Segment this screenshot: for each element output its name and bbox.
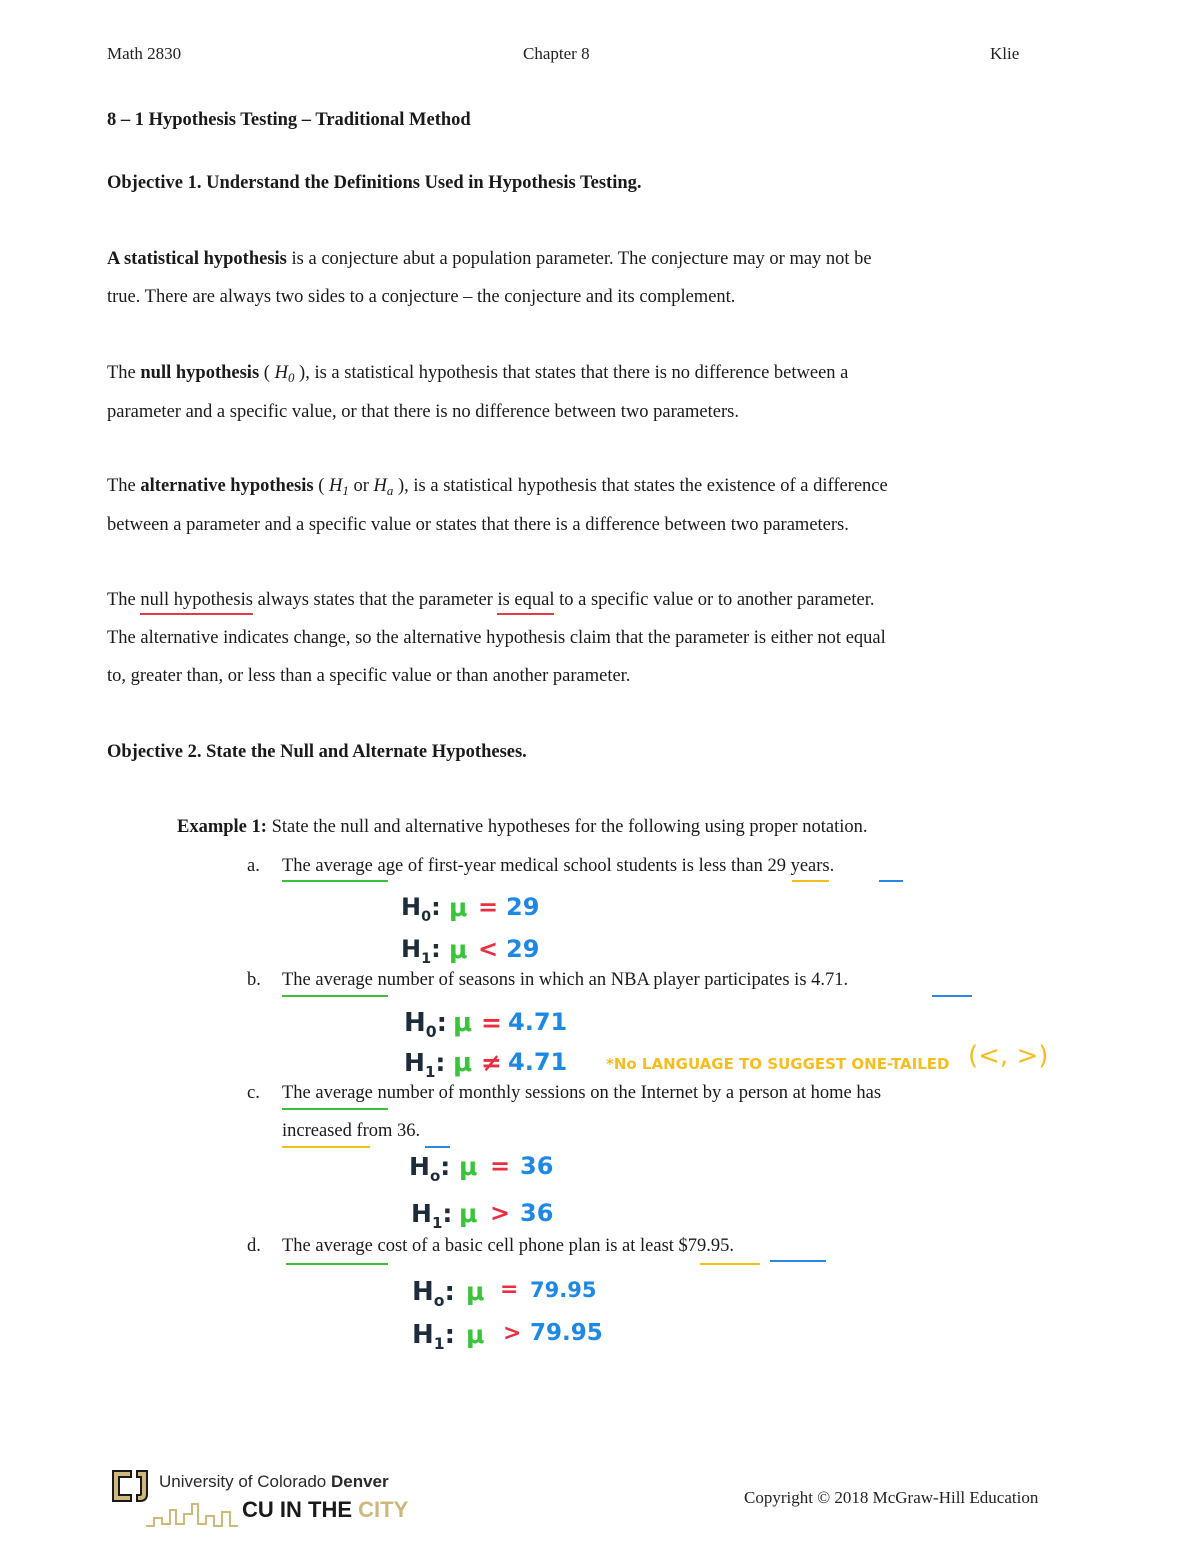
hand-a-h0-value: 29 xyxy=(506,893,540,921)
hand-c-h1-mu: μ xyxy=(459,1199,478,1228)
statistical-hypothesis-definition: A statistical hypothesis is a conjecture abut a population parameter. The conjecture may or may not be true. There are always two sides to a conjecture – the conjecture and its complement. xyxy=(107,249,872,307)
objective-1-heading: Objective 1. Understand the Definitions Used in Hypothesis Testing. xyxy=(107,173,642,193)
hand-a-h0: $H_0$: xyxy=(401,893,441,925)
green-underline-a xyxy=(282,880,388,882)
hand-b-h0-value: 4.71 xyxy=(508,1008,568,1036)
term-statistical-hypothesis: A statistical hypothesis xyxy=(107,249,287,269)
h1-symbol: $H_1$ xyxy=(329,476,349,498)
hand-b-note: *No LANGUAGE TO SUGGEST ONE-TAILED xyxy=(606,1055,950,1073)
logo-cu-in-the-city: CU IN THE CITY xyxy=(242,1497,409,1522)
hand-a-h1-value: 29 xyxy=(506,935,540,963)
hand-a-h1-op: < xyxy=(478,935,499,963)
hand-d-h0-op: = xyxy=(500,1277,519,1302)
hand-c-h0: $H_o$: xyxy=(409,1152,451,1185)
item-b-marker: b. xyxy=(247,970,261,990)
hand-c-h1: $H_1$: xyxy=(411,1199,453,1232)
hand-d-h0-value: 79.95 xyxy=(530,1278,597,1302)
item-a-text: The average age of first-year medical school students is less than 29 years. xyxy=(282,856,835,876)
green-underline-c xyxy=(282,1108,388,1110)
hand-b-h1-value: 4.71 xyxy=(508,1048,568,1076)
green-underline-d xyxy=(286,1263,388,1265)
hand-c-h0-op: = xyxy=(490,1152,511,1180)
yellow-underline-a xyxy=(792,880,829,882)
term-null-hypothesis: null hypothesis xyxy=(140,363,260,383)
blue-underline-c xyxy=(425,1146,450,1148)
item-c-line-1: The average number of monthly sessions on the Internet by a person at home has xyxy=(282,1083,882,1103)
hand-c-h0-value: 36 xyxy=(520,1152,554,1180)
hand-b-h0-op: = xyxy=(481,1008,502,1037)
item-d-marker: d. xyxy=(247,1236,261,1256)
h0-symbol: $H_0$ xyxy=(274,363,295,385)
header-right: Klie xyxy=(990,44,1020,63)
logo-university-name: University of Colorado Denver xyxy=(159,1472,389,1491)
hand-d-h0-mu: μ xyxy=(466,1277,485,1306)
blue-underline-b xyxy=(932,995,972,997)
hand-d-h1: $H_1$: xyxy=(412,1320,456,1353)
section-title: 8 – 1 Hypothesis Testing – Traditional Method xyxy=(107,110,471,130)
underlined-is-equal: is equal xyxy=(497,590,554,615)
null-hypothesis-definition: The null hypothesis ( $H_0$ ), is a statistical hypothesis that states that there is no difference between a parameter and a specific value, or that there is no difference between two parameters. xyxy=(107,363,849,422)
underlined-null-hypothesis: null hypothesis xyxy=(140,590,253,615)
item-d-text: The average cost of a basic cell phone plan is at least $79.95. xyxy=(282,1236,735,1256)
green-underline-b xyxy=(282,995,388,997)
hand-a-h0-mu: μ xyxy=(449,893,468,922)
blue-underline-d xyxy=(770,1260,826,1262)
hand-c-h0-mu: μ xyxy=(459,1152,478,1181)
item-c-marker: c. xyxy=(247,1083,260,1103)
item-c-line-2: increased from 36. xyxy=(282,1121,421,1141)
hand-b-note-paren: (<, >) xyxy=(968,1041,1049,1071)
alternative-hypothesis-definition: The alternative hypothesis ( $H_1$ or $H_a$ ), is a statistical hypothesis that states the existence of a difference between a parameter and a specific value or states that there is a difference between two parameters. xyxy=(107,476,888,535)
ha-symbol: $H_a$ xyxy=(373,476,394,498)
hand-a-h1: $H_1$: xyxy=(401,935,441,967)
hand-d-h1-value: 79.95 xyxy=(530,1320,603,1346)
hand-b-h0: $H_0$: xyxy=(404,1008,448,1041)
blue-underline-a xyxy=(879,880,903,882)
yellow-underline-d xyxy=(700,1263,760,1265)
header-left: Math 2830 xyxy=(107,44,182,63)
hand-d-h0: $H_o$: xyxy=(412,1277,455,1310)
hand-a-h1-mu: μ xyxy=(449,935,468,964)
objective-2-heading: Objective 2. State the Null and Alternate Hypotheses. xyxy=(107,742,527,762)
hand-b-h1: $H_1$: xyxy=(404,1048,446,1081)
hand-d-h1-op: > xyxy=(503,1321,522,1346)
null-vs-alternative-paragraph: The null hypothesis always states that the parameter is equal to a specific value or to another parameter. The alternative indicates change, so the alternative hypothesis claim that the parameter is either not equal to, greater than, or less than a specific value or than another parameter. xyxy=(107,590,886,686)
example-1-prompt: Example 1: State the null and alternative hypotheses for the following using proper notation. xyxy=(177,817,868,837)
hand-c-h1-op: > xyxy=(490,1199,511,1227)
hand-a-h0-op: = xyxy=(478,893,499,921)
hand-b-h1-mu: μ xyxy=(453,1048,473,1078)
copyright-notice: Copyright © 2018 McGraw-Hill Education xyxy=(744,1488,1039,1507)
hand-b-h1-op: ≠ xyxy=(481,1048,502,1077)
term-alternative-hypothesis: alternative hypothesis xyxy=(140,476,314,496)
item-b-text: The average number of seasons in which an NBA player participates is 4.71. xyxy=(282,970,849,990)
header-center: Chapter 8 xyxy=(523,44,590,63)
hand-c-h1-value: 36 xyxy=(520,1199,554,1227)
yellow-underline-c xyxy=(282,1146,370,1148)
hand-d-h1-mu: μ xyxy=(466,1320,485,1349)
item-a-marker: a. xyxy=(247,856,260,876)
skyline-icon xyxy=(144,1496,240,1530)
hand-b-h0-mu: μ xyxy=(453,1008,473,1038)
